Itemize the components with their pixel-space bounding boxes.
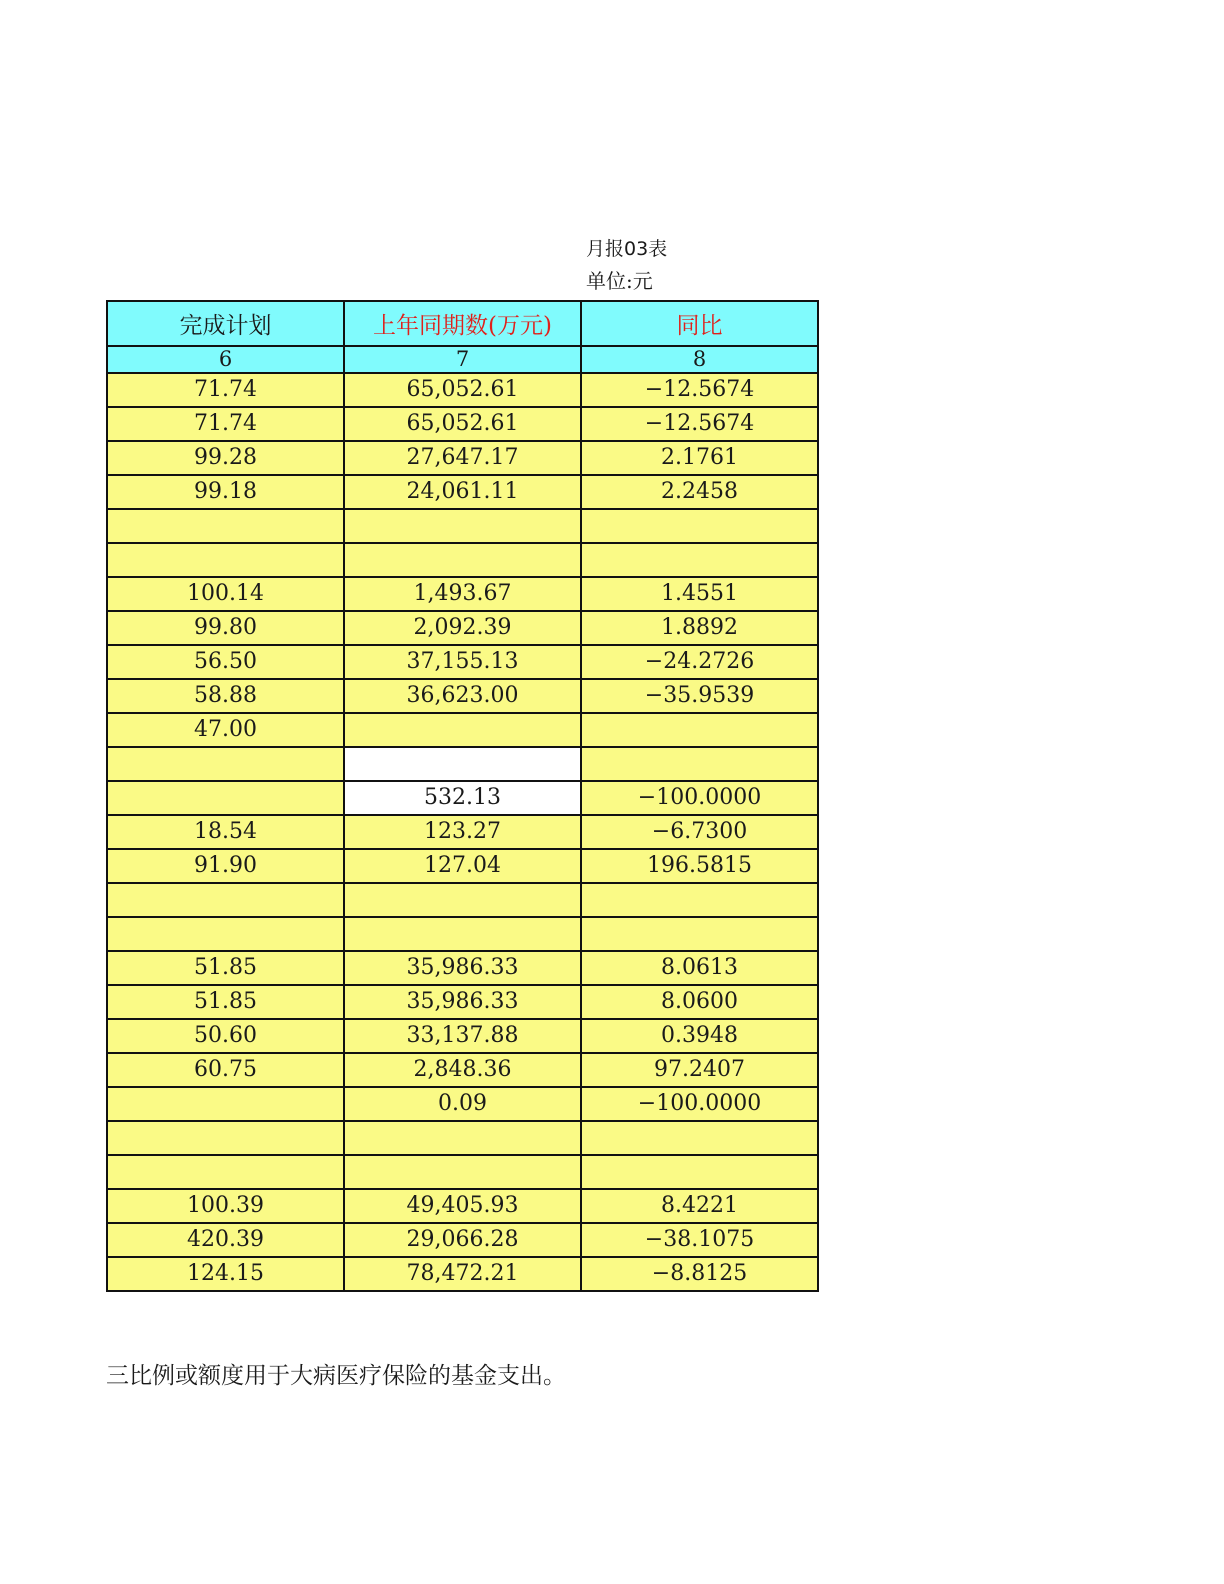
column-number: 6 bbox=[107, 346, 344, 373]
cell-year-on-year: 2.2458 bbox=[581, 475, 818, 509]
cell-completion-plan: 60.75 bbox=[107, 1053, 344, 1087]
cell-last-year-value: 33,137.88 bbox=[344, 1019, 581, 1053]
cell-year-on-year: −24.2726 bbox=[581, 645, 818, 679]
cell-last-year-value: 127.04 bbox=[344, 849, 581, 883]
cell-last-year-value: 1,493.67 bbox=[344, 577, 581, 611]
cell-last-year-value bbox=[344, 883, 581, 917]
table-row bbox=[107, 373, 818, 407]
cell-completion-plan: 71.74 bbox=[107, 407, 344, 441]
cell-year-on-year: 1.4551 bbox=[581, 577, 818, 611]
table-row bbox=[107, 1087, 818, 1121]
report-code: 月报03表 bbox=[586, 238, 668, 260]
header-last-year-same-period: 上年同期数(万元) bbox=[344, 301, 581, 346]
cell-completion-plan: 58.88 bbox=[107, 679, 344, 713]
cell-completion-plan bbox=[107, 1121, 344, 1155]
column-number-row bbox=[107, 346, 818, 373]
cell-last-year-value bbox=[344, 713, 581, 747]
cell-year-on-year bbox=[581, 917, 818, 951]
table-row bbox=[107, 951, 818, 985]
cell-last-year-value: 65,052.61 bbox=[344, 407, 581, 441]
cell-last-year-value: 123.27 bbox=[344, 815, 581, 849]
table-row bbox=[107, 747, 818, 781]
table-body bbox=[107, 373, 818, 1291]
unit-label: 单位:元 bbox=[586, 269, 653, 293]
cell-last-year-value: 35,986.33 bbox=[344, 951, 581, 985]
cell-year-on-year: 1.8892 bbox=[581, 611, 818, 645]
table-row bbox=[107, 577, 818, 611]
cell-year-on-year: 8.4221 bbox=[581, 1189, 818, 1223]
cell-completion-plan bbox=[107, 747, 344, 781]
cell-last-year-value: 37,155.13 bbox=[344, 645, 581, 679]
header-completion-plan: 完成计划 bbox=[107, 301, 344, 346]
cell-completion-plan: 51.85 bbox=[107, 951, 344, 985]
cell-last-year-value: 49,405.93 bbox=[344, 1189, 581, 1223]
cell-completion-plan: 124.15 bbox=[107, 1257, 344, 1291]
cell-last-year-value: 2,092.39 bbox=[344, 611, 581, 645]
table-row bbox=[107, 849, 818, 883]
cell-completion-plan: 18.54 bbox=[107, 815, 344, 849]
table-row bbox=[107, 441, 818, 475]
cell-year-on-year: 196.5815 bbox=[581, 849, 818, 883]
cell-year-on-year: −35.9539 bbox=[581, 679, 818, 713]
cell-last-year-value bbox=[344, 1121, 581, 1155]
cell-year-on-year: −6.7300 bbox=[581, 815, 818, 849]
cell-last-year-value: 532.13 bbox=[344, 781, 581, 815]
header-row bbox=[107, 301, 818, 346]
cell-completion-plan bbox=[107, 509, 344, 543]
cell-last-year-value: 29,066.28 bbox=[344, 1223, 581, 1257]
cell-completion-plan: 71.74 bbox=[107, 373, 344, 407]
cell-year-on-year: −12.5674 bbox=[581, 373, 818, 407]
table-row bbox=[107, 679, 818, 713]
table-row bbox=[107, 1189, 818, 1223]
cell-year-on-year: 8.0613 bbox=[581, 951, 818, 985]
table-row bbox=[107, 1155, 818, 1189]
cell-last-year-value: 65,052.61 bbox=[344, 373, 581, 407]
cell-year-on-year bbox=[581, 713, 818, 747]
cell-completion-plan bbox=[107, 883, 344, 917]
table-row bbox=[107, 509, 818, 543]
footnote: 三比例或额度用于大病医疗保险的基金支出。 bbox=[106, 1363, 566, 1389]
table-row bbox=[107, 645, 818, 679]
cell-year-on-year bbox=[581, 1155, 818, 1189]
table-row bbox=[107, 407, 818, 441]
cell-year-on-year: 2.1761 bbox=[581, 441, 818, 475]
table-row bbox=[107, 1257, 818, 1291]
cell-completion-plan bbox=[107, 917, 344, 951]
cell-last-year-value bbox=[344, 747, 581, 781]
cell-year-on-year bbox=[581, 747, 818, 781]
cell-completion-plan: 100.14 bbox=[107, 577, 344, 611]
cell-year-on-year: 8.0600 bbox=[581, 985, 818, 1019]
cell-completion-plan: 99.18 bbox=[107, 475, 344, 509]
cell-year-on-year: −38.1075 bbox=[581, 1223, 818, 1257]
cell-last-year-value: 36,623.00 bbox=[344, 679, 581, 713]
table-row bbox=[107, 611, 818, 645]
cell-last-year-value: 24,061.11 bbox=[344, 475, 581, 509]
table-row bbox=[107, 475, 818, 509]
cell-year-on-year bbox=[581, 543, 818, 577]
cell-year-on-year: −8.8125 bbox=[581, 1257, 818, 1291]
data-table bbox=[106, 300, 819, 1292]
cell-year-on-year bbox=[581, 509, 818, 543]
cell-last-year-value: 78,472.21 bbox=[344, 1257, 581, 1291]
cell-completion-plan bbox=[107, 1087, 344, 1121]
table-row bbox=[107, 917, 818, 951]
cell-last-year-value: 27,647.17 bbox=[344, 441, 581, 475]
cell-last-year-value: 35,986.33 bbox=[344, 985, 581, 1019]
table-row bbox=[107, 1223, 818, 1257]
cell-year-on-year bbox=[581, 883, 818, 917]
cell-last-year-value bbox=[344, 543, 581, 577]
cell-completion-plan: 99.80 bbox=[107, 611, 344, 645]
cell-completion-plan: 56.50 bbox=[107, 645, 344, 679]
cell-completion-plan: 91.90 bbox=[107, 849, 344, 883]
cell-year-on-year: −100.0000 bbox=[581, 1087, 818, 1121]
table-row bbox=[107, 1019, 818, 1053]
cell-year-on-year: 97.2407 bbox=[581, 1053, 818, 1087]
table-row bbox=[107, 1121, 818, 1155]
cell-completion-plan bbox=[107, 543, 344, 577]
table-row bbox=[107, 883, 818, 917]
column-number: 8 bbox=[581, 346, 818, 373]
cell-completion-plan: 51.85 bbox=[107, 985, 344, 1019]
cell-completion-plan bbox=[107, 1155, 344, 1189]
table-row bbox=[107, 985, 818, 1019]
cell-year-on-year bbox=[581, 1121, 818, 1155]
cell-completion-plan: 47.00 bbox=[107, 713, 344, 747]
cell-last-year-value: 0.09 bbox=[344, 1087, 581, 1121]
column-number: 7 bbox=[344, 346, 581, 373]
cell-completion-plan: 100.39 bbox=[107, 1189, 344, 1223]
cell-completion-plan: 99.28 bbox=[107, 441, 344, 475]
cell-last-year-value bbox=[344, 1155, 581, 1189]
cell-year-on-year: −100.0000 bbox=[581, 781, 818, 815]
table-row bbox=[107, 1053, 818, 1087]
cell-last-year-value: 2,848.36 bbox=[344, 1053, 581, 1087]
table-row bbox=[107, 815, 818, 849]
cell-completion-plan bbox=[107, 781, 344, 815]
header-year-on-year: 同比 bbox=[581, 301, 818, 346]
cell-last-year-value bbox=[344, 509, 581, 543]
table-row bbox=[107, 713, 818, 747]
cell-year-on-year: −12.5674 bbox=[581, 407, 818, 441]
cell-completion-plan: 420.39 bbox=[107, 1223, 344, 1257]
table-row bbox=[107, 781, 818, 815]
cell-year-on-year: 0.3948 bbox=[581, 1019, 818, 1053]
cell-last-year-value bbox=[344, 917, 581, 951]
table-row bbox=[107, 543, 818, 577]
cell-completion-plan: 50.60 bbox=[107, 1019, 344, 1053]
